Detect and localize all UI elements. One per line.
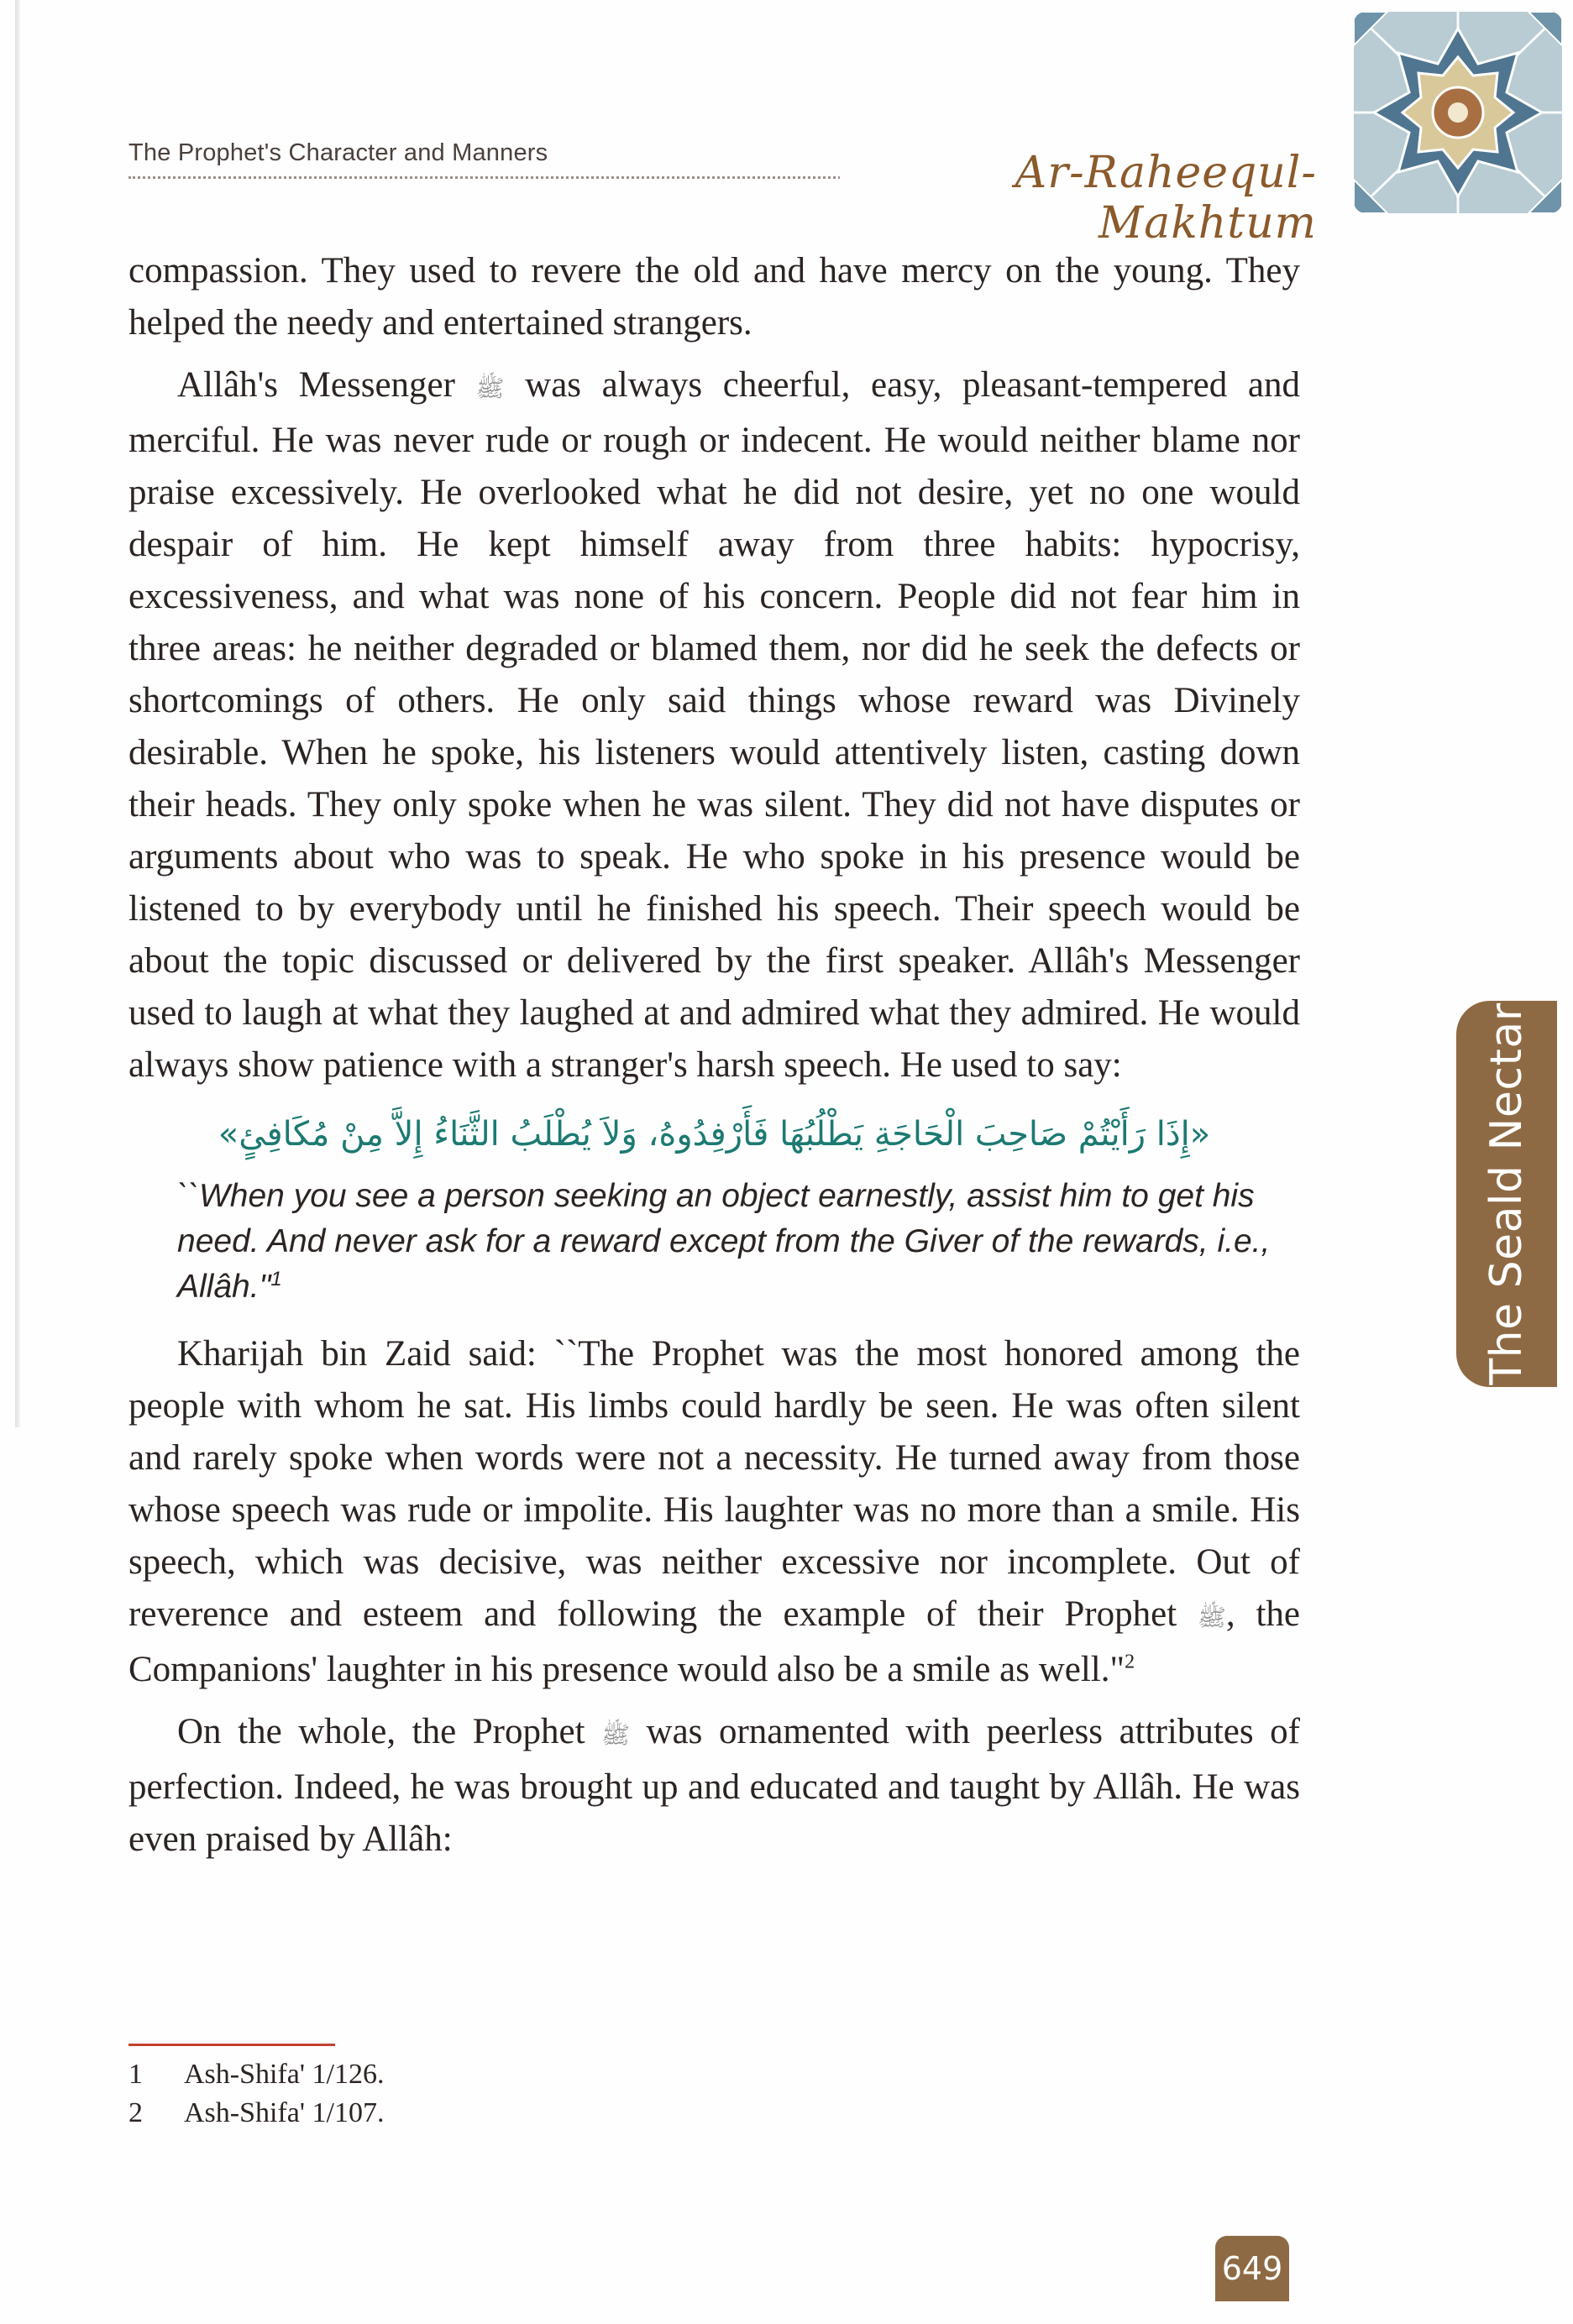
footnote-text: Ash-Shifa' 1/107.: [184, 2097, 385, 2128]
pbuh-glyph-icon: ﷺ: [1198, 1604, 1226, 1631]
footnote-number: 2: [128, 2097, 143, 2128]
footnote-item: [128, 2094, 384, 2133]
running-head: The Prophet's Character and Manners: [128, 139, 548, 166]
footnote-number: 1: [128, 2059, 143, 2090]
pbuh-glyph-icon: ﷺ: [601, 1721, 630, 1749]
body-text: [128, 245, 1300, 1866]
hadith-translation: ``When you see a person seeking an object earnestly, assist him to get his need. And never ask for a reward except from the Giver of the rewards, i.e., Allâh."$^1$: [177, 1178, 1271, 1305]
footnote-rule: [128, 2044, 335, 2046]
paragraph-1: compassion. They used to revere the old and have mercy on the young. They helped the needy and entertained strangers.: [128, 251, 1300, 343]
page-number: 649: [1221, 2250, 1283, 2287]
side-tab-label: The Seald Nectar: [1481, 1002, 1532, 1385]
footnote-ref-1[interactable]: 1: [270, 1268, 282, 1290]
footnote-text: Ash-Shifa' 1/126.: [184, 2059, 385, 2090]
scan-edge-shadow: [15, 0, 20, 1427]
page-number-badge: [1215, 2236, 1289, 2301]
paragraph-2: Allâh's Messenger ﷺ was always cheerful, easy, pleasant-tempered and merciful. He was never rude or rough or indecent. He would neither blame nor praise excessively. He overlooked what he did not desire, yet no one would despair of him. He kept himself away from three habits: hypocrisy, excessiveness, and what was none of his concern. People did not fear him in three areas: he neither degraded or blamed them, nor did he seek the defects or shortcomings of others. He only said things whose reward was Divinely desirable. When he spoke, his listeners would attentively listen, casting down their heads. They only spoke when he was silent. They did not have disputes or arguments about who was to speak. He who spoke in his presence would be listened to by everybody until he finished his speech. Their speech would be about the topic discussed or delivered by the first speaker. Allâh's Messenger used to laugh at what they laughed at and admired what they admired. He would always show patience with a stranger's harsh speech. He used to say:: [128, 365, 1300, 1085]
geometric-rosette-ornament-icon: [1354, 12, 1562, 213]
arabic-hadith-quote: «إِذَا رَأَيْتُمْ صَاحِبَ الْحَاجَةِ يَطْلُبُهَا فَأَرْفِدُوهُ، وَلاَ يُطْلَبُ الثَّنَاءُ إِلاَّ مِنْ مُكَافِئٍ»: [218, 1115, 1211, 1154]
pbuh-glyph-icon: ﷺ: [475, 374, 505, 402]
footnotes: [128, 2055, 384, 2133]
paragraph-3: Kharijah bin Zaid said: ``The Prophet was the most honored among the people with whom he sat. His limbs could hardly be seen. He was often silent and rarely spoke when words were not a necessity. He turned away from those whose speech was rude or impolite. His laughter was no more than a smile. His speech, which was decisive, was neither excessive nor incomplete. Out of reverence and esteem and following the example of their Prophet ﷺ, the Companions' laughter in his presence would also be a smile as well."$^2$: [128, 1334, 1301, 1689]
chapter-side-tab: [1456, 1001, 1557, 1387]
footnote-ref-2[interactable]: 2: [1125, 1651, 1135, 1673]
book-title-logo: Ar-Raheequl-Makhtum: [840, 148, 1317, 249]
footnote-item: [128, 2055, 384, 2094]
paragraph-4: On the whole, the Prophet ﷺ was ornamented with peerless attributes of perfection. Indeed, he was brought up and educated and taught by Allâh. He was even praised by Allâh:: [128, 1712, 1301, 1859]
